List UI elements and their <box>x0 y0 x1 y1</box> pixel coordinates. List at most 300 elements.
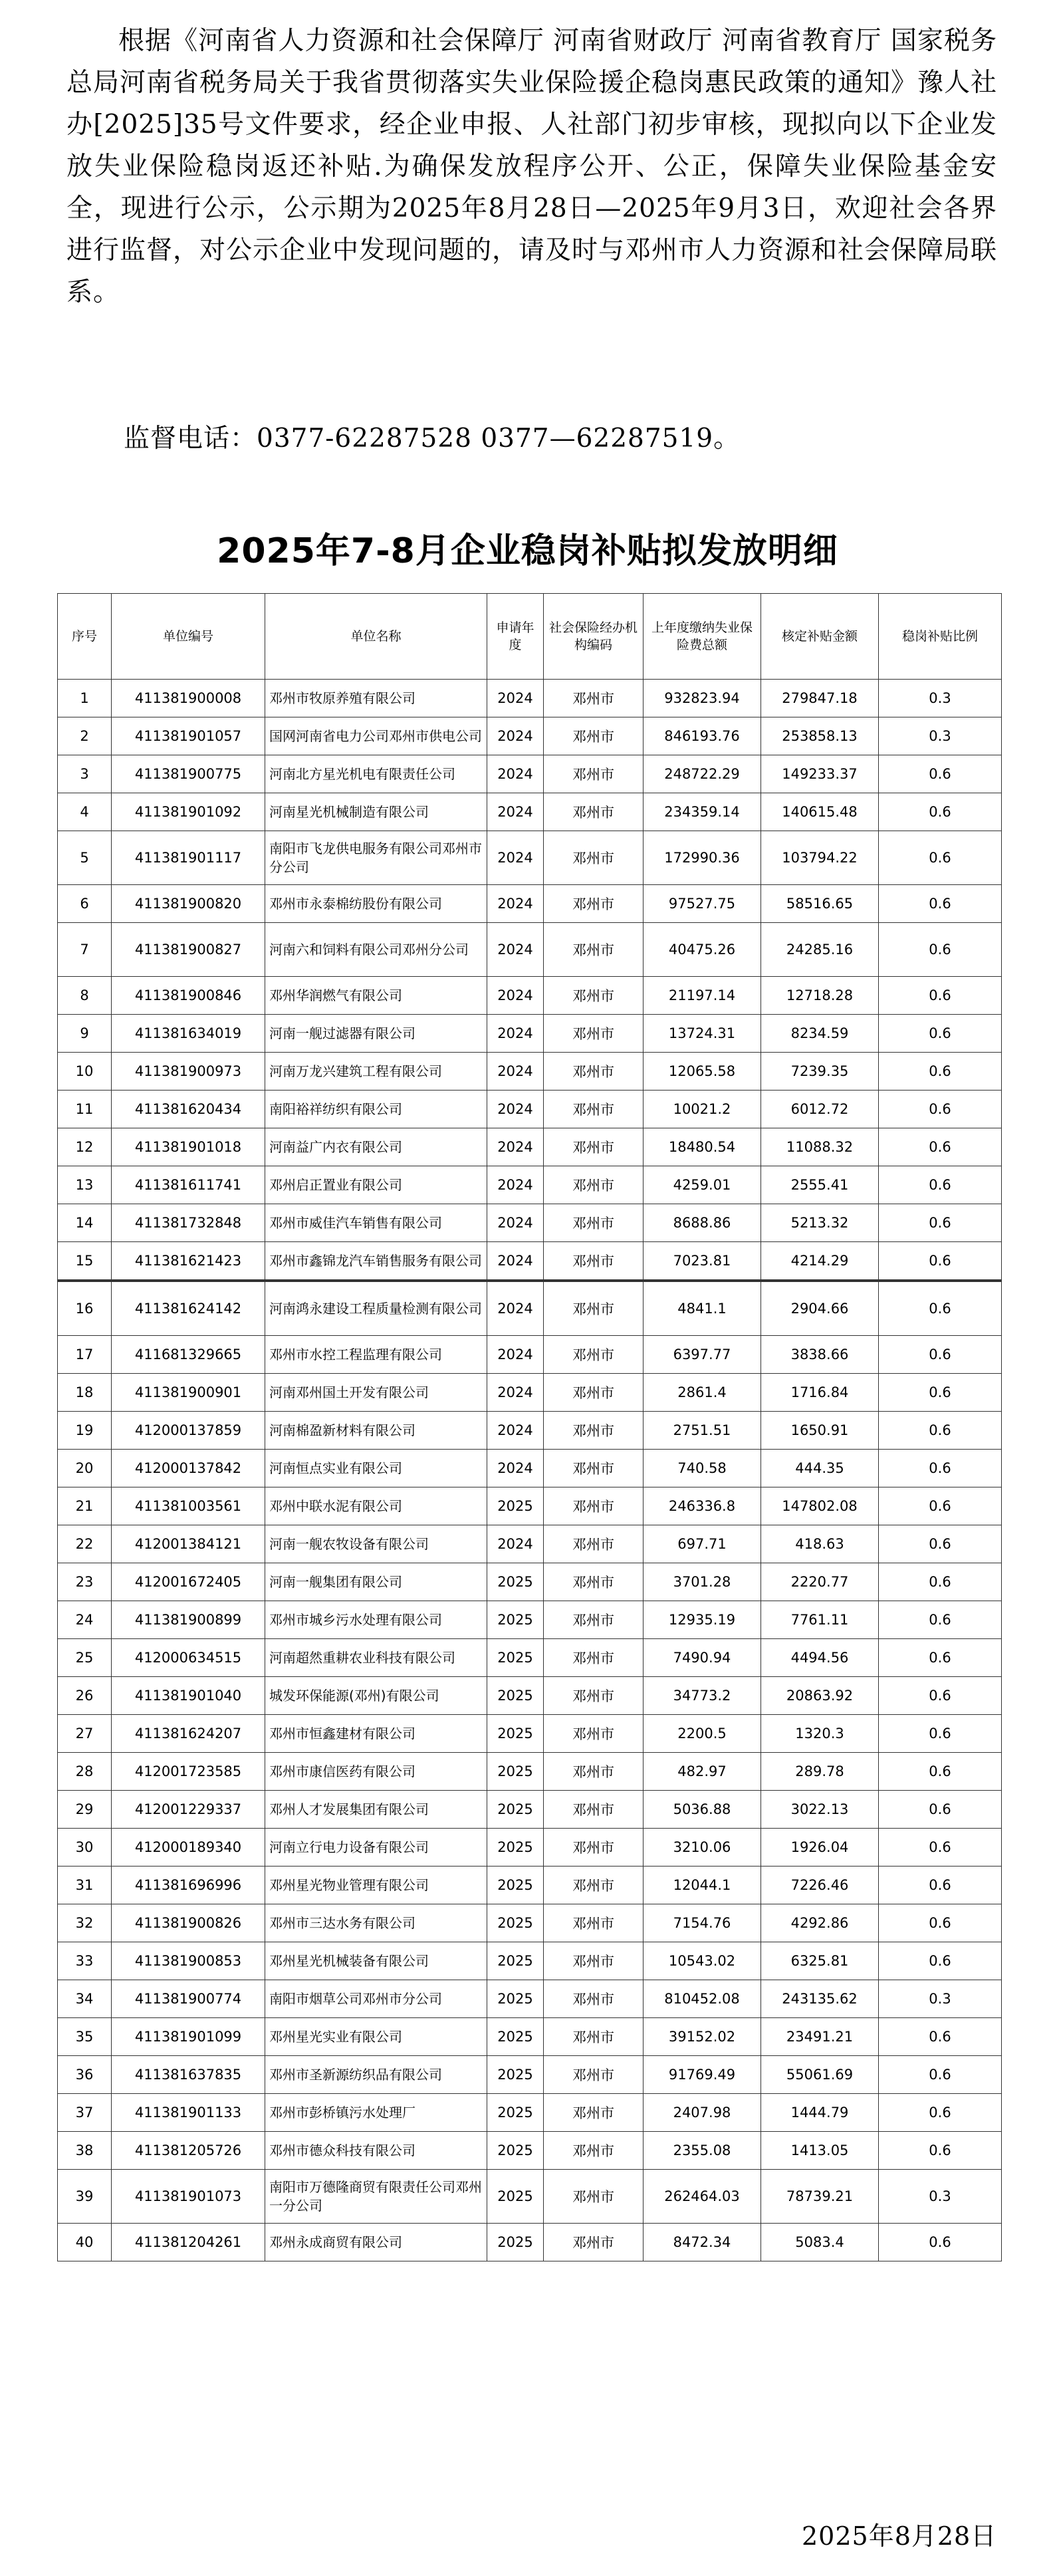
cell-premium: 2751.51 <box>644 1412 761 1450</box>
cell-year: 2024 <box>487 1336 544 1374</box>
cell-agency: 邓州市 <box>544 1639 644 1677</box>
cell-ratio: 0.6 <box>879 2094 1002 2132</box>
cell-year: 2025 <box>487 1639 544 1677</box>
cell-name: 南阳市飞龙供电服务有限公司邓州市分公司 <box>265 831 487 885</box>
cell-code: 411381901073 <box>112 2170 265 2224</box>
cell-amount: 24285.16 <box>761 923 879 977</box>
cell-premium: 91769.49 <box>644 2056 761 2094</box>
cell-ratio: 0.6 <box>879 1829 1002 1867</box>
cell-agency: 邓州市 <box>544 2132 644 2170</box>
cell-ratio: 0.3 <box>879 717 1002 755</box>
cell-amount: 444.35 <box>761 1450 879 1487</box>
cell-amount: 243135.62 <box>761 1980 879 2018</box>
cell-code: 411381901040 <box>112 1677 265 1715</box>
cell-name: 河南六和饲料有限公司邓州分公司 <box>265 923 487 977</box>
cell-amount: 12718.28 <box>761 977 879 1015</box>
table-row <box>58 2170 1002 2224</box>
cell-ratio: 0.6 <box>879 1166 1002 1204</box>
cell-code: 411381624142 <box>112 1281 265 1336</box>
cell-seq: 39 <box>58 2170 112 2224</box>
table-row <box>58 1166 1002 1204</box>
cell-name: 邓州市城乡污水处理有限公司 <box>265 1601 487 1639</box>
cell-name: 邓州市水控工程监理有限公司 <box>265 1336 487 1374</box>
cell-seq: 7 <box>58 923 112 977</box>
table-row <box>58 2018 1002 2056</box>
cell-code: 412001723585 <box>112 1753 265 1791</box>
cell-year: 2024 <box>487 1091 544 1128</box>
cell-name: 河南一舰集团有限公司 <box>265 1563 487 1601</box>
cell-ratio: 0.3 <box>879 1980 1002 2018</box>
cell-agency: 邓州市 <box>544 977 644 1015</box>
cell-ratio: 0.6 <box>879 923 1002 977</box>
cell-year: 2024 <box>487 1525 544 1563</box>
cell-code: 412001672405 <box>112 1563 265 1601</box>
header-code: 单位编号 <box>112 594 265 680</box>
table-row <box>58 831 1002 885</box>
cell-amount: 8234.59 <box>761 1015 879 1053</box>
cell-premium: 8688.86 <box>644 1204 761 1242</box>
cell-premium: 18480.54 <box>644 1128 761 1166</box>
cell-name: 南阳市烟草公司邓州市分公司 <box>265 1980 487 2018</box>
cell-code: 412001229337 <box>112 1791 265 1829</box>
cell-name: 邓州华润燃气有限公司 <box>265 977 487 1015</box>
cell-year: 2024 <box>487 1374 544 1412</box>
table-row <box>58 2094 1002 2132</box>
cell-name: 河南一舰农牧设备有限公司 <box>265 1525 487 1563</box>
cell-name: 邓州启正置业有限公司 <box>265 1166 487 1204</box>
cell-year: 2024 <box>487 1053 544 1091</box>
intro-paragraph: 根据《河南省人力资源和社会保障厅 河南省财政厅 河南省教育厅 国家税务总局河南省税务局关于我省贯彻落实失业保险援企稳岗惠民政策的通知》豫人社办[2025]35号文件要求，经企业申报、人社部门初步审核，现拟向以下企业发放失业保险稳岗返还补贴.为确保发放程序公开、公正，保障失业保险基金安全，现进行公示，公示期为2025年8月28日—2025年9月3日，欢迎社会各界进行监督，对公示企业中发现问题的，请及时与邓州市人力资源和社会保障局联系。 <box>66 26 998 307</box>
cell-name: 邓州市鑫锦龙汽车销售服务有限公司 <box>265 1242 487 1281</box>
cell-year: 2024 <box>487 1166 544 1204</box>
cell-ratio: 0.6 <box>879 1128 1002 1166</box>
cell-agency: 邓州市 <box>544 1753 644 1791</box>
cell-agency: 邓州市 <box>544 2094 644 2132</box>
cell-premium: 2355.08 <box>644 2132 761 2170</box>
cell-year: 2024 <box>487 1204 544 1242</box>
cell-premium: 810452.08 <box>644 1980 761 2018</box>
cell-name: 河南万龙兴建筑工程有限公司 <box>265 1053 487 1091</box>
cell-seq: 2 <box>58 717 112 755</box>
cell-premium: 7490.94 <box>644 1639 761 1677</box>
cell-year: 2025 <box>487 2094 544 2132</box>
cell-premium: 246336.8 <box>644 1487 761 1525</box>
cell-agency: 邓州市 <box>544 831 644 885</box>
cell-seq: 40 <box>58 2224 112 2261</box>
cell-ratio: 0.6 <box>879 885 1002 923</box>
cell-agency: 邓州市 <box>544 1091 644 1128</box>
cell-name: 河南超然重耕农业科技有限公司 <box>265 1639 487 1677</box>
cell-year: 2025 <box>487 1829 544 1867</box>
cell-agency: 邓州市 <box>544 717 644 755</box>
cell-premium: 172990.36 <box>644 831 761 885</box>
subsidy-table <box>57 593 1002 2261</box>
cell-code: 411381637835 <box>112 2056 265 2094</box>
cell-year: 2025 <box>487 1715 544 1753</box>
cell-ratio: 0.6 <box>879 755 1002 793</box>
cell-name: 邓州人才发展集团有限公司 <box>265 1791 487 1829</box>
cell-amount: 4292.86 <box>761 1904 879 1942</box>
table-row <box>58 1336 1002 1374</box>
cell-ratio: 0.6 <box>879 1942 1002 1980</box>
cell-year: 2025 <box>487 1942 544 1980</box>
cell-ratio: 0.6 <box>879 831 1002 885</box>
cell-code: 411381900774 <box>112 1980 265 2018</box>
cell-amount: 253858.13 <box>761 717 879 755</box>
table-row <box>58 1753 1002 1791</box>
cell-premium: 3210.06 <box>644 1829 761 1867</box>
cell-premium: 8472.34 <box>644 2224 761 2261</box>
cell-name: 河南鸿永建设工程质量检测有限公司 <box>265 1281 487 1336</box>
cell-premium: 5036.88 <box>644 1791 761 1829</box>
cell-name: 邓州市彭桥镇污水处理厂 <box>265 2094 487 2132</box>
cell-agency: 邓州市 <box>544 885 644 923</box>
cell-premium: 39152.02 <box>644 2018 761 2056</box>
table-row <box>58 1204 1002 1242</box>
cell-agency: 邓州市 <box>544 1242 644 1281</box>
cell-premium: 13724.31 <box>644 1015 761 1053</box>
cell-amount: 58516.65 <box>761 885 879 923</box>
table-row <box>58 1942 1002 1980</box>
cell-ratio: 0.6 <box>879 1281 1002 1336</box>
cell-code: 412000137842 <box>112 1450 265 1487</box>
table-row <box>58 1128 1002 1166</box>
cell-code: 411381732848 <box>112 1204 265 1242</box>
cell-code: 411381900008 <box>112 680 265 717</box>
table-row <box>58 1525 1002 1563</box>
cell-seq: 11 <box>58 1091 112 1128</box>
cell-ratio: 0.6 <box>879 1753 1002 1791</box>
cell-seq: 30 <box>58 1829 112 1867</box>
cell-seq: 23 <box>58 1563 112 1601</box>
cell-agency: 邓州市 <box>544 2170 644 2224</box>
cell-amount: 6325.81 <box>761 1942 879 1980</box>
supervision-phone: 监督电话：0377-62287528 0377—62287519。 <box>124 424 741 453</box>
cell-premium: 846193.76 <box>644 717 761 755</box>
cell-seq: 24 <box>58 1601 112 1639</box>
cell-amount: 4214.29 <box>761 1242 879 1281</box>
cell-agency: 邓州市 <box>544 1601 644 1639</box>
cell-premium: 740.58 <box>644 1450 761 1487</box>
table-row <box>58 680 1002 717</box>
cell-year: 2025 <box>487 1563 544 1601</box>
cell-amount: 7761.11 <box>761 1601 879 1639</box>
cell-seq: 22 <box>58 1525 112 1563</box>
table-row <box>58 1374 1002 1412</box>
cell-seq: 34 <box>58 1980 112 2018</box>
cell-ratio: 0.6 <box>879 1412 1002 1450</box>
cell-premium: 12044.1 <box>644 1867 761 1904</box>
cell-code: 411381901117 <box>112 831 265 885</box>
cell-year: 2025 <box>487 2224 544 2261</box>
cell-year: 2024 <box>487 1015 544 1053</box>
cell-amount: 1650.91 <box>761 1412 879 1450</box>
cell-ratio: 0.6 <box>879 1015 1002 1053</box>
cell-ratio: 0.6 <box>879 1563 1002 1601</box>
cell-seq: 21 <box>58 1487 112 1525</box>
header-premium: 上年度缴纳失业保险费总额 <box>644 594 761 680</box>
cell-seq: 12 <box>58 1128 112 1166</box>
cell-premium: 12935.19 <box>644 1601 761 1639</box>
table-row <box>58 2224 1002 2261</box>
cell-ratio: 0.6 <box>879 1487 1002 1525</box>
cell-amount: 2220.77 <box>761 1563 879 1601</box>
cell-agency: 邓州市 <box>544 1281 644 1336</box>
cell-seq: 19 <box>58 1412 112 1450</box>
cell-ratio: 0.6 <box>879 793 1002 831</box>
cell-agency: 邓州市 <box>544 1166 644 1204</box>
cell-year: 2025 <box>487 1904 544 1942</box>
cell-code: 412001384121 <box>112 1525 265 1563</box>
cell-seq: 36 <box>58 2056 112 2094</box>
cell-premium: 932823.94 <box>644 680 761 717</box>
cell-agency: 邓州市 <box>544 1904 644 1942</box>
cell-code: 411381900973 <box>112 1053 265 1091</box>
cell-agency: 邓州市 <box>544 1715 644 1753</box>
cell-premium: 7154.76 <box>644 1904 761 1942</box>
cell-amount: 147802.08 <box>761 1487 879 1525</box>
cell-premium: 248722.29 <box>644 755 761 793</box>
cell-seq: 33 <box>58 1942 112 1980</box>
cell-premium: 4841.1 <box>644 1281 761 1336</box>
cell-code: 412000189340 <box>112 1829 265 1867</box>
cell-code: 411381205726 <box>112 2132 265 2170</box>
cell-agency: 邓州市 <box>544 1942 644 1980</box>
cell-agency: 邓州市 <box>544 2018 644 2056</box>
table-title: 2025年7-8月企业稳岗补贴拟发放明细 <box>217 531 838 571</box>
cell-seq: 6 <box>58 885 112 923</box>
cell-ratio: 0.6 <box>879 1791 1002 1829</box>
cell-amount: 5213.32 <box>761 1204 879 1242</box>
table-row <box>58 1791 1002 1829</box>
cell-year: 2024 <box>487 680 544 717</box>
cell-agency: 邓州市 <box>544 1980 644 2018</box>
cell-ratio: 0.6 <box>879 1450 1002 1487</box>
cell-name: 邓州市圣新源纺织品有限公司 <box>265 2056 487 2094</box>
cell-amount: 1320.3 <box>761 1715 879 1753</box>
cell-amount: 289.78 <box>761 1753 879 1791</box>
cell-code: 411381900775 <box>112 755 265 793</box>
cell-name: 邓州永成商贸有限公司 <box>265 2224 487 2261</box>
cell-seq: 26 <box>58 1677 112 1715</box>
cell-ratio: 0.6 <box>879 1525 1002 1563</box>
cell-name: 河南立行电力设备有限公司 <box>265 1829 487 1867</box>
table-row <box>58 755 1002 793</box>
table-row <box>58 1015 1002 1053</box>
cell-year: 2024 <box>487 755 544 793</box>
table-row <box>58 1980 1002 2018</box>
notice-date: 2025年8月28日 <box>802 2521 997 2551</box>
cell-agency: 邓州市 <box>544 1374 644 1412</box>
cell-name: 邓州市永泰棉纺股份有限公司 <box>265 885 487 923</box>
cell-agency: 邓州市 <box>544 1450 644 1487</box>
cell-seq: 35 <box>58 2018 112 2056</box>
cell-ratio: 0.6 <box>879 2056 1002 2094</box>
cell-premium: 482.97 <box>644 1753 761 1791</box>
cell-agency: 邓州市 <box>544 1336 644 1374</box>
cell-seq: 29 <box>58 1791 112 1829</box>
cell-premium: 12065.58 <box>644 1053 761 1091</box>
cell-year: 2024 <box>487 1281 544 1336</box>
cell-premium: 21197.14 <box>644 977 761 1015</box>
cell-ratio: 0.3 <box>879 2170 1002 2224</box>
cell-year: 2025 <box>487 2170 544 2224</box>
table-body <box>58 680 1002 2261</box>
cell-amount: 78739.21 <box>761 2170 879 2224</box>
cell-premium: 4259.01 <box>644 1166 761 1204</box>
cell-name: 河南北方星光机电有限责任公司 <box>265 755 487 793</box>
cell-year: 2025 <box>487 2056 544 2094</box>
cell-year: 2025 <box>487 2132 544 2170</box>
cell-code: 411381900853 <box>112 1942 265 1980</box>
cell-ratio: 0.6 <box>879 1053 1002 1091</box>
cell-ratio: 0.6 <box>879 1204 1002 1242</box>
cell-code: 412000634515 <box>112 1639 265 1677</box>
cell-premium: 697.71 <box>644 1525 761 1563</box>
cell-amount: 149233.37 <box>761 755 879 793</box>
cell-name: 城发环保能源(邓州)有限公司 <box>265 1677 487 1715</box>
table-row <box>58 1867 1002 1904</box>
cell-seq: 1 <box>58 680 112 717</box>
cell-premium: 234359.14 <box>644 793 761 831</box>
cell-name: 邓州市威佳汽车销售有限公司 <box>265 1204 487 1242</box>
header-year: 申请年度 <box>487 594 544 680</box>
cell-name: 邓州星光实业有限公司 <box>265 2018 487 2056</box>
cell-agency: 邓州市 <box>544 1015 644 1053</box>
cell-name: 河南益广内衣有限公司 <box>265 1128 487 1166</box>
cell-code: 412000137859 <box>112 1412 265 1450</box>
header-name: 单位名称 <box>265 594 487 680</box>
cell-ratio: 0.6 <box>879 1091 1002 1128</box>
cell-name: 邓州市康信医药有限公司 <box>265 1753 487 1791</box>
cell-year: 2025 <box>487 1867 544 1904</box>
cell-premium: 34773.2 <box>644 1677 761 1715</box>
cell-ratio: 0.3 <box>879 680 1002 717</box>
header-seq: 序号 <box>58 594 112 680</box>
table-row <box>58 1639 1002 1677</box>
cell-seq: 13 <box>58 1166 112 1204</box>
cell-code: 411381634019 <box>112 1015 265 1053</box>
table-row <box>58 1242 1002 1281</box>
cell-ratio: 0.6 <box>879 1374 1002 1412</box>
cell-seq: 28 <box>58 1753 112 1791</box>
cell-amount: 1413.05 <box>761 2132 879 2170</box>
cell-ratio: 0.6 <box>879 1677 1002 1715</box>
cell-seq: 3 <box>58 755 112 793</box>
cell-name: 河南星光机械制造有限公司 <box>265 793 487 831</box>
cell-year: 2024 <box>487 1412 544 1450</box>
cell-code: 411381620434 <box>112 1091 265 1128</box>
cell-code: 411381624207 <box>112 1715 265 1753</box>
cell-seq: 27 <box>58 1715 112 1753</box>
cell-agency: 邓州市 <box>544 1791 644 1829</box>
cell-agency: 邓州市 <box>544 1204 644 1242</box>
cell-premium: 10543.02 <box>644 1942 761 1980</box>
cell-year: 2025 <box>487 1677 544 1715</box>
cell-agency: 邓州市 <box>544 680 644 717</box>
cell-name: 国网河南省电力公司邓州市供电公司 <box>265 717 487 755</box>
cell-premium: 6397.77 <box>644 1336 761 1374</box>
table-header-row <box>58 594 1002 680</box>
cell-code: 411381900846 <box>112 977 265 1015</box>
table-row <box>58 717 1002 755</box>
cell-name: 邓州市三达水务有限公司 <box>265 1904 487 1942</box>
cell-agency: 邓州市 <box>544 923 644 977</box>
cell-code: 411381901099 <box>112 2018 265 2056</box>
cell-premium: 2407.98 <box>644 2094 761 2132</box>
header-amount: 核定补贴金额 <box>761 594 879 680</box>
cell-year: 2025 <box>487 2018 544 2056</box>
cell-premium: 3701.28 <box>644 1563 761 1601</box>
cell-ratio: 0.6 <box>879 1242 1002 1281</box>
cell-amount: 418.63 <box>761 1525 879 1563</box>
cell-year: 2025 <box>487 1601 544 1639</box>
cell-amount: 55061.69 <box>761 2056 879 2094</box>
cell-seq: 32 <box>58 1904 112 1942</box>
table-row <box>58 923 1002 977</box>
cell-seq: 8 <box>58 977 112 1015</box>
cell-seq: 14 <box>58 1204 112 1242</box>
cell-year: 2024 <box>487 1450 544 1487</box>
cell-agency: 邓州市 <box>544 1829 644 1867</box>
cell-amount: 11088.32 <box>761 1128 879 1166</box>
cell-code: 411381900820 <box>112 885 265 923</box>
cell-name: 邓州市德众科技有限公司 <box>265 2132 487 2170</box>
cell-ratio: 0.6 <box>879 1904 1002 1942</box>
cell-ratio: 0.6 <box>879 1715 1002 1753</box>
cell-amount: 6012.72 <box>761 1091 879 1128</box>
cell-code: 411381901133 <box>112 2094 265 2132</box>
cell-premium: 2200.5 <box>644 1715 761 1753</box>
cell-code: 411381900899 <box>112 1601 265 1639</box>
cell-year: 2024 <box>487 885 544 923</box>
cell-amount: 279847.18 <box>761 680 879 717</box>
cell-agency: 邓州市 <box>544 2056 644 2094</box>
cell-name: 河南恒点实业有限公司 <box>265 1450 487 1487</box>
table-row <box>58 1829 1002 1867</box>
cell-year: 2025 <box>487 1753 544 1791</box>
cell-amount: 3838.66 <box>761 1336 879 1374</box>
cell-amount: 20863.92 <box>761 1677 879 1715</box>
cell-code: 411381900901 <box>112 1374 265 1412</box>
cell-seq: 17 <box>58 1336 112 1374</box>
cell-year: 2024 <box>487 923 544 977</box>
cell-seq: 15 <box>58 1242 112 1281</box>
cell-agency: 邓州市 <box>544 1525 644 1563</box>
cell-agency: 邓州市 <box>544 793 644 831</box>
cell-premium: 2861.4 <box>644 1374 761 1412</box>
cell-ratio: 0.6 <box>879 1336 1002 1374</box>
cell-name: 邓州星光物业管理有限公司 <box>265 1867 487 1904</box>
cell-seq: 25 <box>58 1639 112 1677</box>
cell-agency: 邓州市 <box>544 1677 644 1715</box>
cell-seq: 18 <box>58 1374 112 1412</box>
cell-name: 南阳裕祥纺织有限公司 <box>265 1091 487 1128</box>
cell-agency: 邓州市 <box>544 2224 644 2261</box>
cell-code: 411381003561 <box>112 1487 265 1525</box>
table-row <box>58 1677 1002 1715</box>
cell-name: 邓州市恒鑫建材有限公司 <box>265 1715 487 1753</box>
cell-code: 411381621423 <box>112 1242 265 1281</box>
cell-agency: 邓州市 <box>544 1128 644 1166</box>
table-row <box>58 1450 1002 1487</box>
cell-ratio: 0.6 <box>879 2132 1002 2170</box>
cell-agency: 邓州市 <box>544 1867 644 1904</box>
cell-seq: 20 <box>58 1450 112 1487</box>
cell-amount: 1444.79 <box>761 2094 879 2132</box>
cell-year: 2024 <box>487 1128 544 1166</box>
table-row <box>58 885 1002 923</box>
